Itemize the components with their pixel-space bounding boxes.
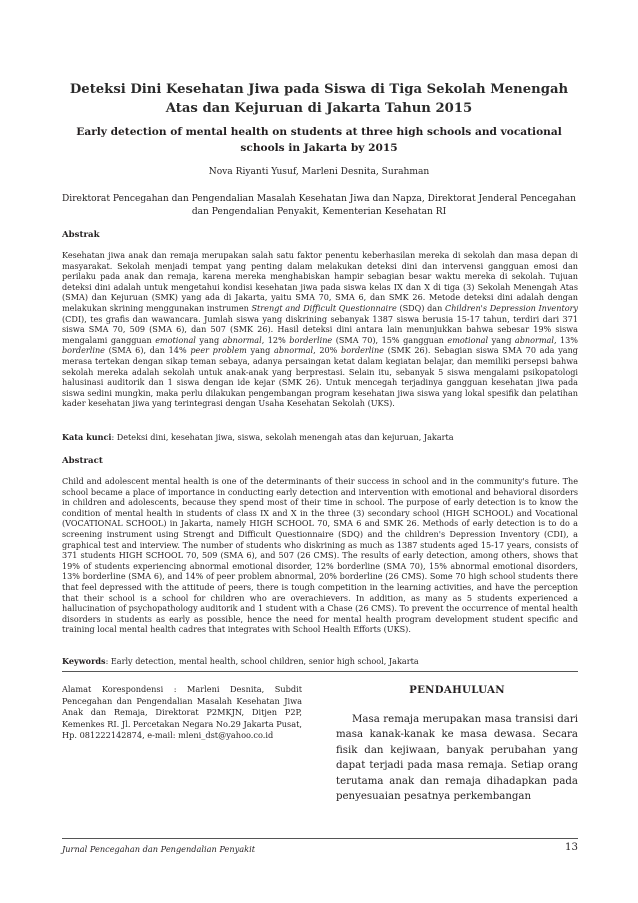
abstrak-text: , 12%: [261, 334, 290, 345]
keywords-label: Keywords: [62, 656, 106, 666]
abstrak-text: borderline: [341, 345, 384, 356]
author-list: Nova Riyanti Yusuf, Marleni Desnita, Surahman: [208, 167, 430, 177]
keywords: [62, 656, 578, 667]
abstrak-text: abnormal: [274, 345, 314, 356]
affiliation: Direktorat Pencegahan dan Pengendalian Masalah Kesehatan Jiwa dan Napza, Direktorat Jenderal Pencegahan dan Pengendalian Penyakit, Kementerian Kesehatan RI: [62, 194, 576, 217]
journal-name: Jurnal Pencegahan dan Pengendalian Penyakit: [62, 844, 256, 854]
kata-kunci: [62, 432, 578, 443]
title-indonesian: Deteksi Dini Kesehatan Jiwa pada Siswa di Tiga Sekolah Menengah Atas dan Kejuruan di Jakarta Tahun 2015: [69, 82, 569, 116]
abstrak-body: [62, 250, 578, 409]
abstrak-text: Kesehatan jiwa anak dan remaja merupakan salah satu faktor penentu keberhasilan mereka di sekolah dan masa depan di masyarakat. Sekolah menjadi tempat yang penting dalam melakukan deteksi dini dan intervensi gangguan emosi dan perilaku pada anak dan remaja, karena mereka menghabiskan hampir sebagian besar waktu mereka di sekolah. Tujuan deteksi dini adalah untuk mengetahui kondisi kesehatan jiwa pada siswa kelas IX dan X di tiga (3) Sekolah Menengah Atas (SMA) dan Kejuruan (SMK) yang ada di Jakarta, yaitu SMA 70, SMA 6, dan SMK 26. Metode deteksi dini adalah dengan melakukan skrining menggunakan instrumen: [62, 250, 578, 313]
abstrak-text: (CDI), tes grafis dan wawancara. Jumlah siswa yang diskrining sebanyak 1387 siswa berusia 15-17 tahun, terdiri dari 371 siswa SMA 70, 509 (SMA 6), dan 507 (SMK 26). Hasil deteksi dini antara lain menunjukkan bahwa sebesar 19% siswa mengalami gangguan: [62, 313, 578, 345]
abstrak-text: emotional: [447, 334, 489, 345]
abstrak-text: (SDQ) dan: [396, 302, 446, 313]
abstrak-text: Children's Depression Inventory: [445, 302, 579, 313]
abstract-body: Child and adolescent mental health is one of the determinants of their success in school and in the community's future. The school became a place of importance in conducting early detection and intervention with emotional and behavioral disorders in children and adolescents, because they spend most of their time in school. The purpose of early detection is to know the condition of mental health in students of class IX and X in the three (3) secondary school (HIGH SCHOOL) and Vocational (VOCATIONAL SCHOOL) in Jakarta, namely HIGH SCHOOL 70, SMA 6 and SMK 26. Methods of early detection is to do a screening instrument using Strengt and Difficult Questionnaire (SDQ) and the children's Depression Inventory (CDI), a graphical test and interview. The number of students who diskrining as much as 1387 students aged 15-17 years, consists of 371 students HIGH SCHOOL 70, 509 (SMA 6), and 507 (26 CMS). The results of early detection, among others, shows that 19% of students experiencing abnormal emotional disorder, 12% borderline (SMA 70), 15% abnormal emotional disorders, 13% borderline (SMA 6), and 14% of peer problem abnormal, 20% borderline (26 CMS). Some 70 high school students there that feel depressed with the attitude of peers, there is tough competition in the learning activities, and have the perception that their school is a school for children who are overachievers. In addition, as many as 5 students experienced a hallucination of psychopathology auditorik and 1 student with a Chase (26 CMS). To prevent the occurrence of mental health disorders in students as early as possible, hence the need for mental health program development student specific and training local mental health cadres that integrates with School Health Efforts (UKS).: [62, 476, 578, 635]
abstrak-text: abnormal: [222, 334, 262, 345]
keywords-text: : Early detection, mental health, school children, senior high school, Jakarta: [105, 656, 419, 666]
kata-kunci-text: : Deteksi dini, kesehatan jiwa, siswa, sekolah menengah atas dan kejuruan, Jakarta: [111, 432, 454, 442]
abstrak-text: , 20%: [313, 345, 342, 356]
abstrak-text: borderline: [62, 345, 105, 356]
footer-divider: [62, 838, 578, 839]
abstrak-text: Strengt and Difficult Questionnaire: [251, 302, 397, 313]
page-number: 13: [565, 842, 578, 853]
abstrak-text: yang: [246, 345, 275, 356]
abstrak-text: (SMK 26). Sebagian siswa SMA 70 ada yang merasa tertekan dengan sikap teman sebaya, adanya persaingan ketat dalam kegiatan belajar, dan memiliki persepsi bahwa sekolah mereka adalah sekolah untuk anak-anak yang berprestasi. Selain itu, sebanyak 5 siswa mengalami psikopatologi halusinasi auditorik dan 1 siswa dengan ide kejar (SMK 26). Untuk mencegah terjadinya gangguan kesehatan jiwa pada siswa sedini mungkin, maka perlu dilakukan pengembangan program kesehatan jiwa siswa yang lokal spesifik dan pelatihan kader kesehatan jiwa yang terintegrasi dengan Usaha Kesehatan Sekolah (UKS).: [62, 345, 578, 409]
kata-kunci-label: Kata kunci: [62, 432, 112, 442]
abstrak-text: yang: [195, 334, 223, 345]
divider: [62, 671, 578, 672]
introduction-text: Masa remaja merupakan masa transisi dari masa kanak-kanak ke masa dewasa. Secara fisik dan kejiwaan, banyak perubahan yang dapat terjadi pada masa remaja. Setiap orang terutama anak dan remaja dihadapkan pada penyesuaian pesatnya perkembangan: [336, 714, 578, 803]
section-heading: PENDAHULUAN: [409, 684, 505, 696]
abstract-heading: Abstract: [62, 456, 103, 466]
correspondence-note: Alamat Korespondensi : Marleni Desnita, Subdit Pencegahan dan Pengendalian Masalah Kesehatan Jiwa Anak dan Remaja, Direktorat P2MKJN, Ditjen P2P, Kemenkes RI. Jl. Percetakan Negara No.29 Jakarta Pusat, Hp. 081222142874, e-mail: mleni_dst@yahoo.co.id: [62, 684, 302, 741]
abstrak-text: emotional: [155, 334, 196, 345]
abstrak-text: (SMA 70), 15% gangguan: [332, 334, 448, 345]
abstrak-heading: Abstrak: [62, 230, 100, 240]
title-english: Early detection of mental health on students at three high schools and vocational schools in Jakarta by 2015: [76, 126, 562, 154]
abstrak-text: , 13%: [553, 334, 578, 345]
abstrak-text: (SMA 6), dan 14%: [104, 345, 191, 356]
abstrak-text: peer problem: [190, 345, 247, 356]
abstrak-text: borderline: [289, 334, 333, 345]
abstrak-text: abnormal: [514, 334, 554, 345]
abstrak-text: yang: [488, 334, 515, 345]
